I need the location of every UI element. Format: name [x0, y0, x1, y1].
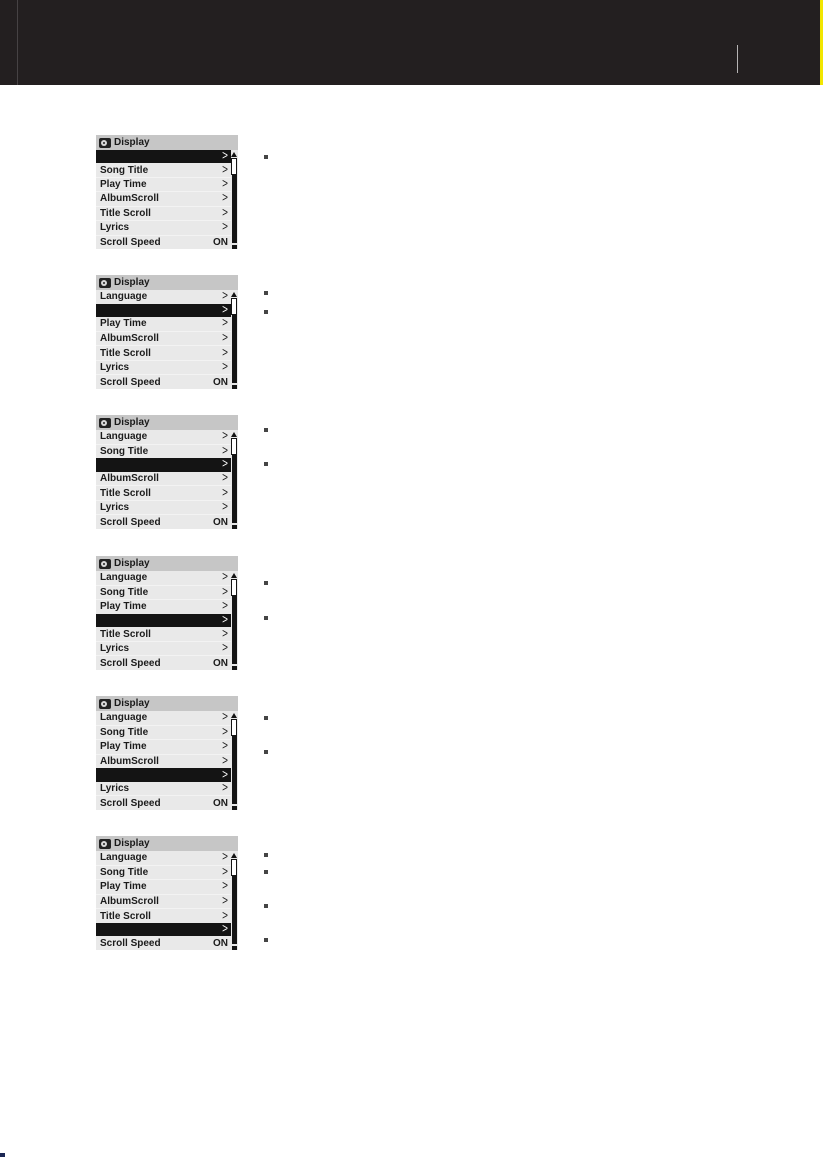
menu-item-label: Scroll Speed — [100, 516, 161, 528]
scrollbar[interactable] — [231, 430, 237, 529]
chevron-right-icon: > — [222, 486, 228, 500]
bullet-mark — [264, 853, 268, 857]
menu-item-label: Language — [100, 572, 148, 584]
setting-value: ON — [213, 797, 228, 809]
menu-item-label: Lyrics — [100, 643, 130, 655]
menu-item-song-title[interactable] — [96, 304, 231, 318]
menu-item-label: Play Time — [100, 601, 147, 613]
scrollbar-thumb[interactable] — [231, 158, 237, 175]
scroll-up-arrow-icon — [231, 573, 237, 578]
menu-item-title-scroll[interactable] — [96, 206, 231, 220]
bullet-mark — [264, 291, 268, 295]
chevron-right-icon: > — [222, 850, 228, 865]
setting-value: ON — [213, 376, 228, 388]
menu-item-label: Song Title — [100, 586, 149, 598]
menu-item-language[interactable] — [96, 290, 231, 304]
display-icon — [99, 418, 111, 428]
chevron-right-icon: > — [222, 781, 228, 796]
chevron-right-icon: > — [222, 627, 228, 641]
scrollbar-track — [232, 455, 237, 523]
chevron-right-icon: > — [222, 894, 228, 909]
chevron-right-icon: > — [222, 458, 228, 472]
menu-title: Display — [114, 698, 150, 709]
menu-item-language[interactable] — [96, 711, 231, 725]
display-menu-screen-5 — [96, 696, 238, 810]
scrollbar-thumb[interactable] — [231, 859, 237, 876]
menu-item-label: AlbumScroll — [100, 896, 159, 908]
menu-title-bar — [96, 696, 238, 711]
scrollbar-track — [232, 876, 237, 944]
menu-title-bar — [96, 135, 238, 150]
menu-item-label: Play Time — [100, 741, 147, 753]
chevron-right-icon: > — [222, 641, 228, 656]
menu-item-play-time[interactable] — [96, 879, 231, 894]
display-menu-screen-1 — [96, 135, 238, 249]
menu-title: Display — [114, 137, 150, 148]
chevron-right-icon: > — [222, 192, 228, 206]
setting-value: ON — [213, 657, 228, 669]
display-menu-screen-2 — [96, 275, 238, 389]
corner-mark — [0, 1153, 5, 1157]
menu-item-label: Title Scroll — [100, 207, 151, 219]
chevron-right-icon: > — [222, 206, 228, 221]
chevron-right-icon: > — [222, 880, 228, 894]
menu-item-lyrics[interactable] — [96, 782, 231, 796]
setting-value: ON — [213, 236, 228, 248]
chevron-right-icon: > — [222, 471, 228, 486]
menu-item-albumscroll[interactable] — [96, 331, 231, 346]
menu-title: Display — [114, 838, 150, 849]
chevron-right-icon: > — [222, 500, 228, 515]
scrollbar-track — [232, 736, 237, 804]
chevron-right-icon: > — [222, 149, 228, 164]
scrollbar-track — [232, 175, 237, 243]
menu-item-language[interactable] — [96, 150, 231, 163]
menu-list — [96, 851, 238, 950]
chevron-right-icon: > — [222, 346, 228, 360]
menu-item-scroll-speed[interactable] — [96, 655, 231, 670]
menu-item-label: Scroll Speed — [100, 657, 161, 669]
menu-item-lyrics[interactable] — [96, 641, 231, 656]
menu-list — [96, 430, 238, 529]
menu-item-lyrics[interactable] — [96, 360, 231, 375]
setting-value: ON — [213, 516, 228, 528]
setting-value: ON — [213, 937, 228, 949]
menu-item-title-scroll[interactable] — [96, 768, 231, 782]
bullet-mark — [264, 716, 268, 720]
chevron-right-icon: > — [222, 754, 228, 769]
menu-item-label: AlbumScroll — [100, 193, 159, 205]
chevron-right-icon: > — [222, 570, 228, 585]
menu-item-label: Lyrics — [100, 783, 130, 795]
chevron-right-icon: > — [222, 429, 228, 444]
chevron-right-icon: > — [222, 922, 228, 937]
menu-item-label: Scroll Speed — [100, 376, 161, 388]
menu-item-albumscroll[interactable] — [96, 472, 231, 486]
menu-item-label: Lyrics — [100, 502, 130, 514]
menu-item-scroll-speed[interactable] — [96, 235, 231, 249]
menu-item-play-time[interactable] — [96, 317, 231, 331]
scrollbar-track — [232, 315, 237, 383]
scrollbar-thumb[interactable] — [231, 719, 237, 736]
display-icon — [99, 699, 111, 709]
menu-item-title-scroll[interactable] — [96, 627, 231, 641]
chevron-right-icon: > — [222, 444, 228, 459]
display-icon — [99, 138, 111, 148]
menu-item-title-scroll[interactable] — [96, 485, 231, 500]
scrollbar[interactable] — [231, 711, 237, 810]
menu-item-scroll-speed[interactable] — [96, 795, 231, 810]
display-icon — [99, 278, 111, 288]
chevron-right-icon: > — [222, 220, 228, 235]
chevron-right-icon: > — [222, 725, 228, 740]
menu-item-label: Title Scroll — [100, 347, 151, 359]
chevron-right-icon: > — [222, 317, 228, 331]
menu-item-lyrics[interactable] — [96, 923, 231, 937]
menu-item-label: Scroll Speed — [100, 797, 161, 809]
bullet-mark — [264, 750, 268, 754]
menu-item-albumscroll[interactable] — [96, 191, 231, 205]
menu-item-song-title[interactable] — [96, 865, 231, 880]
menu-item-albumscroll[interactable] — [96, 894, 231, 909]
bullet-mark — [264, 310, 268, 314]
bullet-mark — [264, 870, 268, 874]
menu-item-label: Language — [100, 291, 148, 303]
menu-item-play-time[interactable] — [96, 739, 231, 754]
display-menu-screen-3 — [96, 415, 238, 529]
menu-item-lyrics[interactable] — [96, 500, 231, 515]
menu-item-label: Language — [100, 852, 148, 864]
menu-item-label: Title Scroll — [100, 628, 151, 640]
scrollbar-thumb[interactable] — [231, 298, 237, 315]
scrollbar-bottom-cap — [232, 666, 237, 670]
display-menu-screen-6 — [96, 836, 238, 950]
menu-item-label: Song Title — [100, 726, 149, 738]
menu-list — [96, 150, 238, 249]
scrollbar-bottom-cap — [232, 525, 237, 529]
bullet-mark — [264, 462, 268, 466]
chevron-right-icon: > — [222, 613, 228, 628]
page-header-band — [0, 0, 823, 85]
menu-title: Display — [114, 277, 150, 288]
menu-item-song-title[interactable] — [96, 725, 231, 740]
menu-title-bar — [96, 836, 238, 851]
scroll-up-arrow-icon — [231, 152, 237, 157]
chevron-right-icon: > — [222, 865, 228, 880]
menu-list — [96, 571, 238, 670]
bullet-mark — [264, 904, 268, 908]
menu-title-bar — [96, 275, 238, 290]
chevron-right-icon: > — [222, 740, 228, 754]
menu-item-label: Scroll Speed — [100, 236, 161, 248]
scrollbar[interactable] — [231, 150, 237, 249]
chevron-right-icon: > — [222, 177, 228, 192]
scrollbar-thumb[interactable] — [231, 438, 237, 455]
scroll-up-arrow-icon — [231, 853, 237, 858]
display-icon — [99, 559, 111, 569]
menu-item-title-scroll[interactable] — [96, 908, 231, 923]
scrollbar-bottom-cap — [232, 245, 237, 249]
scrollbar-bottom-cap — [232, 946, 237, 950]
menu-title: Display — [114, 558, 150, 569]
menu-item-label: Title Scroll — [100, 910, 151, 922]
menu-item-language[interactable] — [96, 430, 231, 444]
menu-item-song-title[interactable] — [96, 444, 231, 459]
menu-item-label: Language — [100, 712, 148, 724]
scrollbar[interactable] — [231, 571, 237, 670]
bullet-mark — [264, 581, 268, 585]
scrollbar-thumb[interactable] — [231, 579, 237, 596]
menu-item-albumscroll[interactable] — [96, 614, 231, 628]
menu-item-label: AlbumScroll — [100, 473, 159, 485]
chevron-right-icon: > — [222, 710, 228, 725]
menu-item-label: Play Time — [100, 318, 147, 330]
menu-item-label: Title Scroll — [100, 487, 151, 499]
scrollbar[interactable] — [231, 290, 237, 389]
chevron-right-icon: > — [222, 768, 228, 782]
scroll-up-arrow-icon — [231, 292, 237, 297]
chevron-right-icon: > — [222, 289, 228, 304]
menu-item-song-title[interactable] — [96, 585, 231, 600]
menu-item-scroll-speed[interactable] — [96, 374, 231, 389]
chevron-right-icon: > — [222, 600, 228, 614]
header-divider-left — [17, 0, 18, 85]
menu-item-song-title[interactable] — [96, 163, 231, 176]
scroll-up-arrow-icon — [231, 713, 237, 718]
scrollbar-track — [232, 596, 237, 664]
menu-item-language[interactable] — [96, 571, 231, 585]
chevron-right-icon: > — [222, 909, 228, 923]
scrollbar-bottom-cap — [232, 385, 237, 389]
menu-item-lyrics[interactable] — [96, 220, 231, 234]
menu-item-label: Play Time — [100, 179, 147, 191]
menu-item-play-time[interactable] — [96, 177, 231, 191]
menu-item-albumscroll[interactable] — [96, 754, 231, 769]
bullet-mark — [264, 938, 268, 942]
chevron-right-icon: > — [222, 360, 228, 375]
chevron-right-icon: > — [222, 331, 228, 346]
menu-title: Display — [114, 417, 150, 428]
chevron-right-icon: > — [222, 585, 228, 600]
bullet-mark — [264, 155, 268, 159]
display-menu-screen-4 — [96, 556, 238, 670]
menu-item-play-time[interactable] — [96, 458, 231, 472]
chevron-right-icon: > — [222, 303, 228, 318]
menu-item-label: Play Time — [100, 881, 147, 893]
menu-list — [96, 290, 238, 389]
menu-item-label: Lyrics — [100, 362, 130, 374]
scroll-up-arrow-icon — [231, 432, 237, 437]
menu-item-scroll-speed[interactable] — [96, 514, 231, 529]
display-icon — [99, 839, 111, 849]
menu-item-scroll-speed[interactable] — [96, 936, 231, 950]
menu-item-label: Scroll Speed — [100, 937, 161, 949]
bullet-mark — [264, 616, 268, 620]
menu-item-label: Song Title — [100, 445, 149, 457]
menu-item-label: AlbumScroll — [100, 333, 159, 345]
menu-item-label: Song Title — [100, 866, 149, 878]
menu-item-label: Language — [100, 431, 148, 443]
scrollbar-bottom-cap — [232, 806, 237, 810]
menu-item-language[interactable] — [96, 851, 231, 865]
menu-item-label: AlbumScroll — [100, 756, 159, 768]
menu-item-title-scroll[interactable] — [96, 345, 231, 360]
header-divider-right — [737, 45, 738, 73]
bullet-mark — [264, 428, 268, 432]
menu-item-label: Song Title — [100, 164, 149, 176]
chevron-right-icon: > — [222, 163, 228, 177]
menu-item-label: Lyrics — [100, 222, 130, 234]
menu-list — [96, 711, 238, 810]
scrollbar[interactable] — [231, 851, 237, 950]
menu-title-bar — [96, 415, 238, 430]
menu-item-play-time[interactable] — [96, 599, 231, 614]
menu-title-bar — [96, 556, 238, 571]
